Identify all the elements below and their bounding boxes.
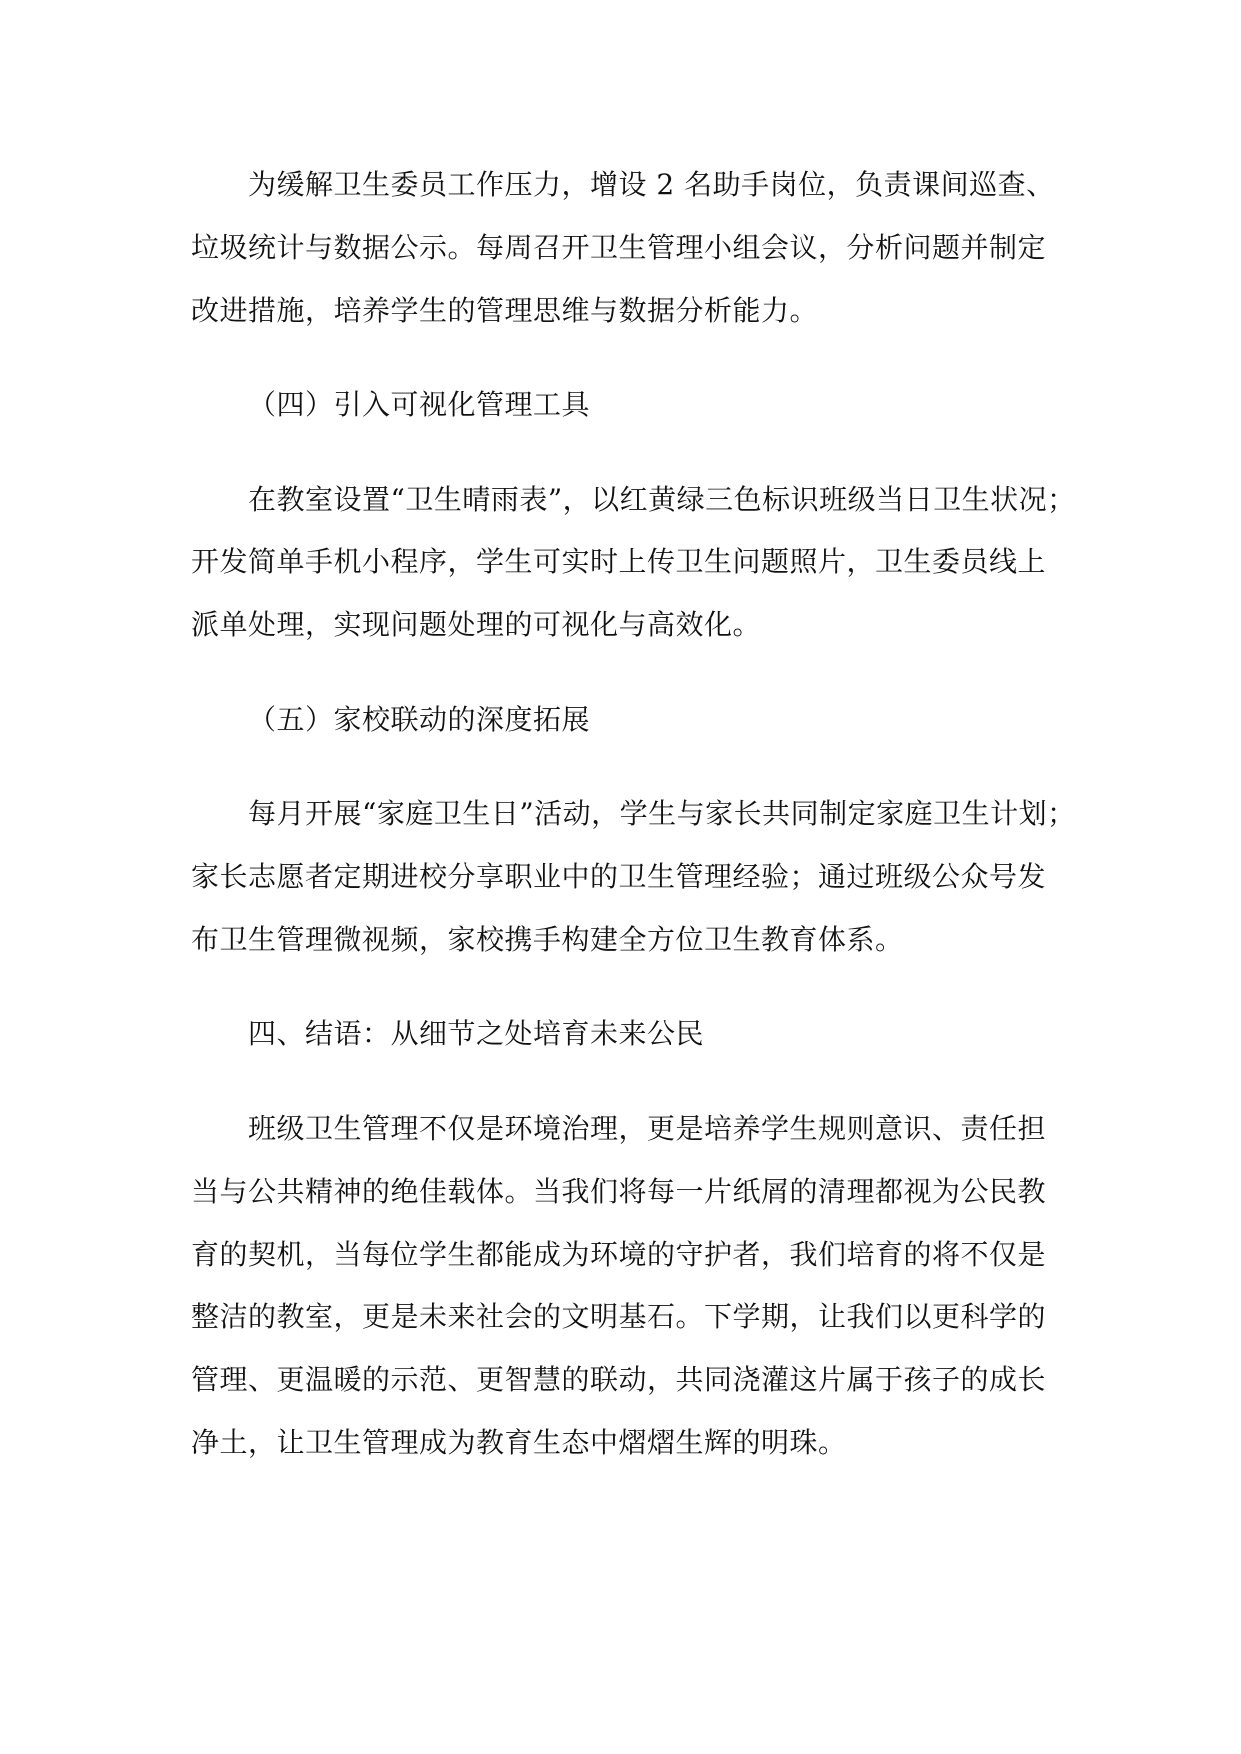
paragraph-line: 改进措施，培养学生的管理思维与数据分析能力。 — [191, 294, 819, 327]
section-heading-5: （五）家校联动的深度拓展 — [248, 703, 591, 736]
paragraph-line: 整洁的教室，更是未来社会的文明基石。下学期，让我们以更科学的 — [191, 1300, 1047, 1333]
paragraph-line: 垃圾统计与数据公示。每周召开卫生管理小组会议，分析问题并制定 — [191, 231, 1047, 264]
conclusion-heading: 四、结语：从细节之处培育未来公民 — [248, 1017, 705, 1050]
paragraph-line: 管理、更温暖的示范、更智慧的联动，共同浇灌这片属于孩子的成长 — [191, 1363, 1047, 1396]
paragraph-line: 布卫生管理微视频，家校携手构建全方位卫生教育体系。 — [191, 923, 904, 956]
paragraph-line: 为缓解卫生委员工作压力，增设 2 名助手岗位，负责课间巡查、 — [248, 168, 1055, 201]
paragraph-line: 在教室设置“卫生晴雨表”，以红黄绿三色标识班级当日卫生状况； — [248, 483, 1076, 516]
paragraph-line: 家长志愿者定期进校分享职业中的卫生管理经验；通过班级公众号发 — [191, 860, 1047, 893]
paragraph-line: 开发简单手机小程序，学生可实时上传卫生问题照片，卫生委员线上 — [191, 545, 1047, 578]
paragraph-line: 派单处理，实现问题处理的可视化与高效化。 — [191, 608, 762, 641]
paragraph-line: 每月开展“家庭卫生日”活动，学生与家长共同制定家庭卫生计划； — [248, 797, 1076, 830]
section-heading-4: （四）引入可视化管理工具 — [248, 388, 591, 421]
paragraph-line: 净土，让卫生管理成为教育生态中熠熠生辉的明珠。 — [191, 1426, 847, 1459]
paragraph-line: 当与公共精神的绝佳载体。当我们将每一片纸屑的清理都视为公民教 — [191, 1175, 1047, 1208]
paragraph-line: 班级卫生管理不仅是环境治理，更是培养学生规则意识、责任担 — [248, 1112, 1047, 1145]
paragraph-line: 育的契机，当每位学生都能成为环境的守护者，我们培育的将不仅是 — [191, 1238, 1047, 1271]
